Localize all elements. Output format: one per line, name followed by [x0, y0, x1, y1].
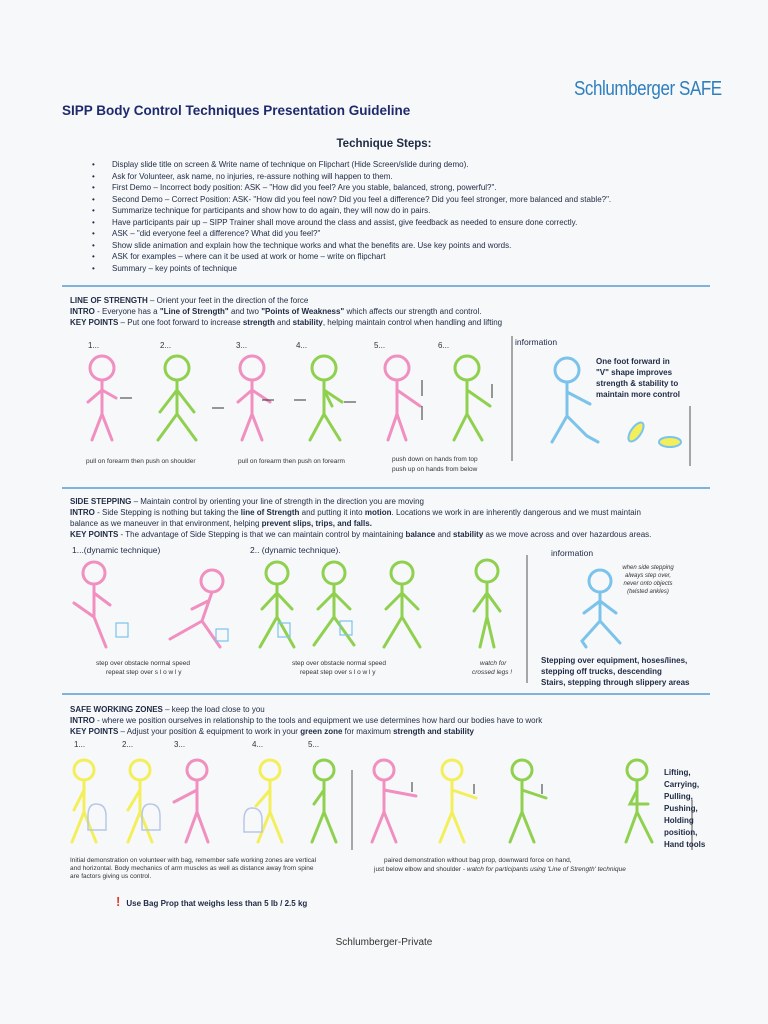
stick-figure-icon — [174, 760, 208, 842]
warning-text: Use Bag Prop that weighs less than 5 lb / 2.5 kg — [126, 899, 308, 908]
section-subtitle: – keep the load close to you — [162, 705, 265, 714]
list-item: • First Demo – Incorrect body position: ASK – "How did you feel? Are you stable, balanced, strong, powerful?". — [92, 182, 712, 194]
list-item: Carrying, — [664, 780, 700, 789]
figure-number: 4... — [252, 740, 264, 749]
figure-caption: pull on forearm then push on forearm — [238, 458, 345, 465]
list-item: Hand tools — [664, 840, 706, 849]
intro-label: INTRO — [70, 508, 95, 517]
stick-figure-icon — [256, 760, 282, 842]
figure-number: 2... — [122, 740, 134, 749]
list-item: • Second Demo – Correct Position: ASK- "How did you feel now? Did you feel a difference? Did you feel stronger, more balanced and stable?". — [92, 194, 712, 206]
text: and two — [228, 307, 262, 316]
figure-caption: repeat step over s l o w l y — [106, 669, 182, 676]
text: balance as we maneuver in that environment, helping — [70, 519, 262, 528]
text: line of Strength — [240, 508, 300, 517]
text: green zone — [300, 727, 343, 736]
bag-prop-warning — [116, 894, 307, 909]
text: balance — [405, 530, 436, 539]
text: - Everyone has a — [94, 307, 160, 316]
application-list — [664, 767, 705, 851]
stick-figure-icon — [440, 760, 476, 842]
stick-figure-icon — [310, 356, 342, 440]
text: – Adjust your position & equipment to work in your — [118, 727, 301, 736]
list-item: • Show slide animation and explain how the technique works and what the benefits are. Use key points and words. — [92, 240, 712, 252]
stick-figure-icon — [626, 760, 652, 842]
text: - where we position ourselves in relationship to the tools and equipment we use determines how hard our bodies have to work — [94, 716, 543, 725]
text: stability — [453, 530, 484, 539]
list-item: position, — [664, 828, 698, 837]
line-of-strength-text — [70, 295, 710, 328]
text: strength & stability to — [596, 379, 679, 388]
figure-number: 4... — [296, 341, 308, 350]
stick-figure-icon — [384, 562, 420, 647]
list-item: • Summary – key points of technique — [92, 263, 712, 275]
figure-number: 1... — [74, 740, 86, 749]
text: for maximum — [342, 727, 394, 736]
figure-caption: pull on forearm then push on shoulder — [86, 458, 196, 465]
stick-figure-icon — [510, 760, 546, 842]
list-item: Pulling, — [664, 792, 693, 801]
section-title: LINE OF STRENGTH — [70, 296, 148, 305]
section-subtitle: – Orient your feet in the direction of the force — [147, 296, 309, 305]
text: – Put one foot forward to increase — [118, 318, 243, 327]
document-title: SIPP Body Control Techniques Presentation Guideline — [62, 103, 411, 118]
section-divider — [62, 487, 710, 489]
technique-steps-heading: Technique Steps: — [336, 138, 432, 150]
stick-figure-icon — [372, 760, 416, 842]
text: motion — [364, 508, 392, 517]
footprints-icon — [626, 420, 681, 447]
stick-figure-icon — [238, 356, 270, 440]
figure-number: 3... — [174, 740, 186, 749]
text: , helping maintain control when handling and lifting — [322, 318, 503, 327]
text: and horizontal. Body mechanics of arm muscles as well as distance away from spine — [70, 865, 314, 872]
list-item: • Ask for Volunteer, ask name, no injuries, re-assure nothing will happen to them. — [92, 171, 712, 183]
key-points-label: KEY POINTS — [70, 727, 119, 736]
section-title: SAFE WORKING ZONES — [70, 705, 163, 714]
figure-caption: step over obstacle normal speed — [292, 660, 386, 667]
text: and putting it into — [299, 508, 365, 517]
stick-figure-icon — [552, 358, 598, 442]
figure-number: 6... — [438, 341, 450, 350]
list-item: • Have participants pair up – SIPP Trainer shall move around the class and assist, give feedback as needed to ensure done correctly. — [92, 217, 712, 229]
list-item: • Display slide title on screen & Write name of technique on Flipchart (Hide Screen/slide during demo). — [92, 159, 712, 171]
stick-figure-icon — [454, 356, 490, 440]
text: Initial demonstration on volunteer with bag, remember safe working zones are vertical — [70, 857, 317, 864]
text: never onto objects — [623, 581, 673, 587]
stick-figure-icon — [474, 560, 500, 647]
text: maintain more control — [596, 390, 681, 399]
section-divider — [62, 693, 710, 695]
list-item: • ASK for examples – where can it be used at work or home – write on flipchart — [92, 251, 712, 263]
text: (twisted ankles) — [627, 589, 669, 595]
text: stepping off trucks, descending — [541, 667, 662, 676]
figure-number: 2... — [160, 341, 172, 350]
text: watch for participants using 'Line of Strength' technique — [466, 866, 626, 873]
information-heading: information — [515, 337, 558, 347]
list-item: • ASK – "did everyone feel a difference? What did you feel?" — [92, 228, 712, 240]
figure-number: 1... — [88, 341, 100, 350]
figure-caption: push up on hands from below — [392, 466, 478, 473]
text: Stepping over equipment, hoses/lines, — [541, 656, 688, 665]
key-points-label: KEY POINTS — [70, 530, 119, 539]
figure-caption: watch for — [480, 660, 507, 667]
figure-number: 5... — [374, 341, 386, 350]
information-text — [596, 356, 680, 400]
stick-figure-icon — [314, 562, 354, 645]
text: . Locations we work in are inherently dangerous and we must maintain — [391, 508, 641, 517]
stick-figure-icon — [312, 760, 336, 842]
figure-caption: step over obstacle normal speed — [96, 660, 190, 667]
stick-figure-icon — [385, 356, 420, 440]
section-title: SIDE STEPPING — [70, 497, 132, 506]
text: as we move across and over hazardous areas. — [483, 530, 652, 539]
text: and — [274, 318, 293, 327]
figure-caption: push down on hands from top — [392, 456, 478, 463]
figure-caption — [70, 857, 316, 881]
information-heading: information — [551, 548, 594, 558]
stick-figure-icon — [170, 570, 223, 647]
figure-caption: crossed legs ! — [472, 669, 513, 676]
text: - Side Stepping is nothing but taking the — [94, 508, 241, 517]
list-item: Holding — [664, 816, 694, 825]
text: just below elbow and shoulder - — [374, 866, 467, 873]
figure-caption: paired demonstration without bag prop, downward force on hand, — [384, 857, 572, 864]
text: "Points of Weakness" — [261, 307, 345, 316]
text: and — [435, 530, 454, 539]
stick-figure-icon — [74, 562, 110, 647]
technique-label: 1...(dynamic technique) — [72, 545, 161, 555]
text: strength and stability — [393, 727, 474, 736]
figure-caption: repeat step over s l o w l y — [300, 669, 376, 676]
stick-figure-icon — [158, 356, 196, 440]
text: prevent slips, trips, and falls. — [261, 519, 372, 528]
footer-classification: Schlumberger-Private — [335, 937, 433, 948]
text: "Line of Strength" — [159, 307, 229, 316]
section-divider — [62, 285, 710, 287]
text: Stairs, stepping through slippery areas — [541, 678, 690, 687]
text: are factors giving us control. — [70, 873, 152, 880]
bag-icon — [88, 804, 262, 832]
text: when side stepping — [622, 565, 674, 571]
information-note — [606, 564, 690, 596]
list-item: Lifting, — [664, 768, 691, 777]
text: "V" shape improves — [596, 368, 673, 377]
text: which affects our strength and control. — [344, 307, 482, 316]
safe-working-zones-illustration — [62, 750, 710, 856]
technique-steps-list — [92, 159, 712, 274]
exclamation-icon: ! — [116, 894, 121, 909]
brand-logo: Schlumberger SAFE — [574, 78, 722, 100]
key-points-label: KEY POINTS — [70, 318, 119, 327]
list-item: • Summarize technique for participants and show how to do again, they will now do in pairs. — [92, 205, 712, 217]
text: stability — [292, 318, 323, 327]
technique-label: 2.. (dynamic technique). — [250, 545, 341, 555]
intro-label: INTRO — [70, 307, 95, 316]
figure-number: 5... — [308, 740, 320, 749]
text: - The advantage of Side Stepping is that we can maintain control by maintaining — [118, 530, 406, 539]
intro-label: INTRO — [70, 716, 95, 725]
obstacle-icon — [116, 621, 352, 641]
stick-figure-icon — [260, 562, 294, 647]
side-stepping-text — [70, 496, 710, 540]
text: always step over, — [624, 573, 672, 579]
information-text — [541, 655, 689, 688]
text: One foot forward in — [596, 357, 670, 366]
figure-caption — [374, 866, 626, 873]
text: strength — [242, 318, 275, 327]
list-item: Pushing, — [664, 804, 698, 813]
section-subtitle: – Maintain control by orienting your line of strength in the direction you are moving — [131, 497, 424, 506]
stick-figure-icon — [88, 356, 116, 440]
safe-working-zones-text — [70, 704, 710, 737]
figure-number: 3... — [236, 341, 248, 350]
